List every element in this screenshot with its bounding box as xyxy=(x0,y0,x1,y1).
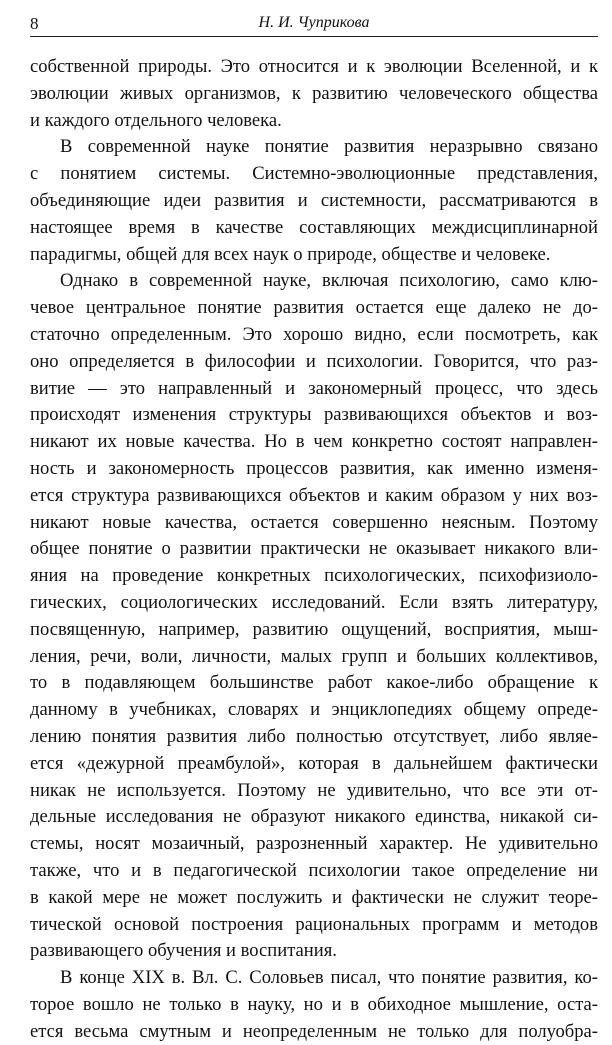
text-line: стемы, носят мозаичный, разрозненный характер. Не удивительно xyxy=(30,833,598,855)
text-line: ется весьма смутным и неопределенным не только для полуобра- xyxy=(30,1020,598,1042)
text-line: статочно определенным. Это хорошо видно, если посмотреть, как xyxy=(30,323,598,345)
text-line: развивающего обучения и воспитания. xyxy=(30,940,337,962)
page-number: 8 xyxy=(30,14,39,33)
text-line: оно определяется в философии и психологии. Говорится, что раз- xyxy=(30,350,598,372)
book-page xyxy=(30,8,598,1045)
text-line: тической основой построения рациональных программ и методов xyxy=(30,913,598,935)
text-line: то в подавляющем большинстве работ какое-либо обращение к xyxy=(30,672,598,694)
text-line: с понятием системы. Системно-эволюционные представления, xyxy=(30,163,598,185)
paragraph xyxy=(30,54,598,134)
text-line: объединяющие идеи развития и системности, рассматриваются в xyxy=(30,189,598,211)
paragraph xyxy=(30,134,598,268)
text-line: В современной науке понятие развития неразрывно связано xyxy=(60,136,598,158)
page-header xyxy=(30,8,598,37)
text-line: никают новые качества, остается совершенно неясным. Поэтому xyxy=(30,511,598,533)
text-line: яния на проведение конкретных психологических, психофизиоло- xyxy=(30,565,598,587)
text-line: гических, социологических исследований. Если взять литературу, xyxy=(30,591,598,613)
text-line: в какой мере не может послужить и фактически не служит теоре- xyxy=(30,886,598,908)
text-line: ется структура развивающихся объектов и каким образом у них воз- xyxy=(30,484,598,506)
text-line: также, что и в педагогической психологии такое определение ни xyxy=(30,859,598,881)
text-line: собственной природы. Это относится и к эволюции Вселенной, и к xyxy=(30,56,598,77)
text-line: витие — это направленный и закономерный процесс, что здесь xyxy=(30,377,598,399)
text-line: настоящее время в качестве составляющих междисциплинарной xyxy=(30,216,598,238)
text-line: Однако в современной науке, включая психологию, само клю- xyxy=(60,270,598,292)
text-line: посвященную, например, развитию ощущений, восприятия, мыш- xyxy=(30,618,598,640)
body-text xyxy=(30,54,598,1045)
paragraph xyxy=(30,268,598,965)
text-line: и каждого отдельного человека. xyxy=(30,109,282,131)
text-line: общее понятие о развитии практически не оказывает никакого вли- xyxy=(30,538,598,560)
text-line: никают их новые качества. Но в чем конкретно состоят направлен- xyxy=(30,431,598,453)
text-line: происходят изменения структуры развивающихся объектов и воз- xyxy=(30,404,598,426)
paragraph xyxy=(30,965,598,1045)
text-line: эволюции живых организмов, к развитию человеческого общества xyxy=(30,82,598,104)
text-line: данному в учебниках, словарях и энциклопедиях общему опреде- xyxy=(30,699,598,721)
text-line: никак не используется. Поэтому не удивительно, что все эти от- xyxy=(30,779,598,801)
text-line: ления, речи, воли, личности, малых групп и больших коллективов, xyxy=(30,645,598,667)
text-line: В конце XIX в. Вл. С. Соловьев писал, что понятие развития, ко- xyxy=(60,967,598,989)
text-line: ется «дежурной преамбулой», которая в дальнейшем фактически xyxy=(30,752,598,774)
text-line: лению понятия развития либо полностью отсутствует, либо являе- xyxy=(30,725,598,747)
text-line: парадигмы, общей для всех наук о природе, обществе и человеке. xyxy=(30,243,551,265)
text-line: дельные исследования не образуют никакого единства, никакой си- xyxy=(30,806,598,828)
running-head-author: Н. И. Чуприкова xyxy=(258,14,370,31)
text-line: торое вошло не только в науку, но и в обиходное мышление, оста- xyxy=(30,993,598,1015)
text-line: чевое центральное понятие развития остается еще далеко не до- xyxy=(30,297,598,319)
text-line: ность и закономерность процессов развития, как именно изменя- xyxy=(30,457,598,479)
